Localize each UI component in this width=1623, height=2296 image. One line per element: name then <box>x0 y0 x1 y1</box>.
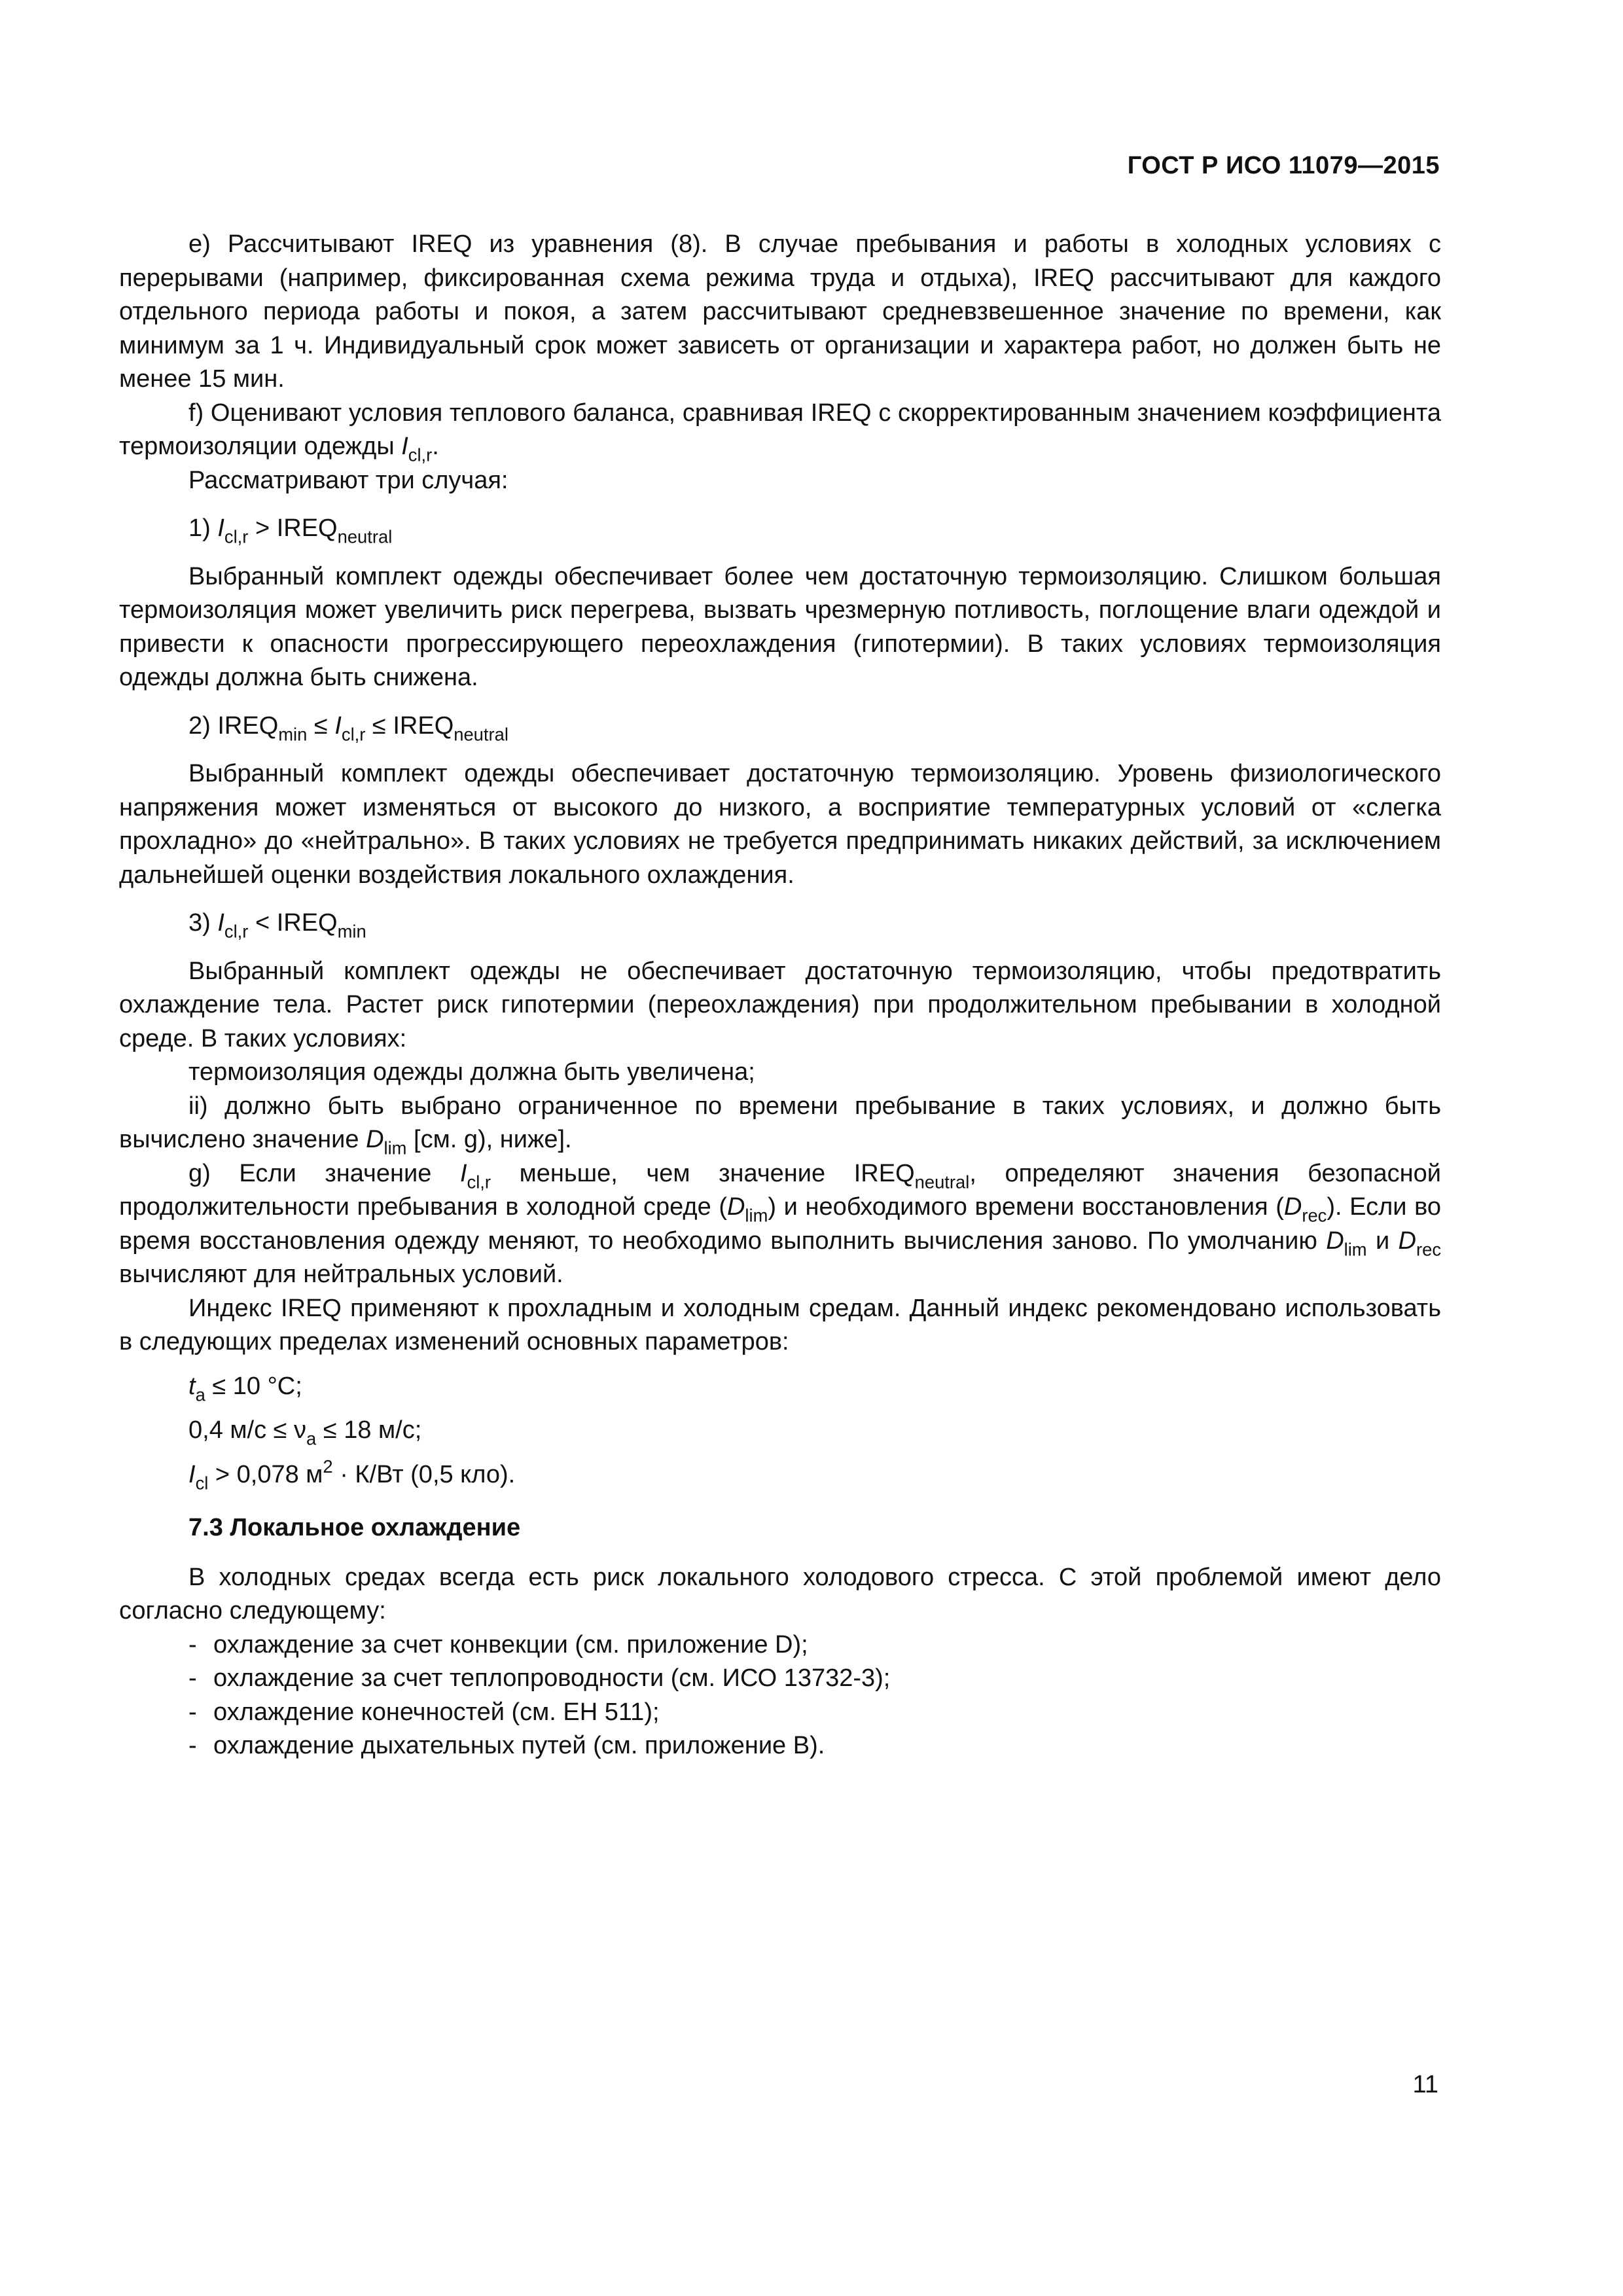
limit-icl <box>188 1458 1441 1492</box>
subscript-rec: rec <box>1416 1238 1442 1259</box>
paragraph-g <box>119 1157 1441 1292</box>
paragraph-case-2: Выбранный комплект одежды обеспечивает достаточную термоизоляцию. Уровень физиологического напряжения может изменяться от высокого до низкого, а восприятие температурных условий от «слегка прохладно» до «нейтрально». В таких условиях не требуется предпринимать никаких действий, за исключением дальнейшей оценки воздействия локального охлаждения. <box>119 760 1441 889</box>
list-item: - охлаждение за счет теплопроводности (см. ИСО 13732-3); <box>188 1662 1441 1696</box>
subscript-rec: rec <box>1302 1205 1327 1226</box>
paragraph-three-cases: Рассматривают три случая: <box>188 466 508 494</box>
symbol-D: D <box>366 1126 384 1153</box>
paragraph-index: Индекс IREQ применяют к прохладным и холодным средам. Данный индекс рекомендовано использовать в следующих пределах изменений основных параметров: <box>119 1294 1441 1355</box>
subscript-cl-r: cl,r <box>341 723 366 744</box>
formula-case-2-num: 2) IREQ <box>188 711 279 740</box>
formula-case-3-op: < IREQ <box>248 909 338 937</box>
subscript-a: a <box>195 1384 205 1405</box>
subscript-min: min <box>278 723 308 744</box>
g-text-b: меньше, чем значение IREQ <box>491 1159 915 1187</box>
local-cooling-list <box>119 1628 1441 1763</box>
formula-case-3 <box>188 906 1441 941</box>
symbol-D: D <box>1326 1227 1344 1255</box>
list-item: - охлаждение дыхательных путей (см. приложение В). <box>188 1729 1441 1763</box>
list-item: - охлаждение за счет конвекции (см. приложение D); <box>188 1628 1441 1662</box>
subscript-cl: cl <box>195 1472 209 1493</box>
limit-va-text-b: ≤ 18 м/с; <box>316 1416 422 1444</box>
document-header: ГОСТ Р ИСО 11079—2015 <box>1127 152 1440 179</box>
case-3-ii-text-a: ii) должно быть выбрано ограниченное по времени пребывание в таких условиях, и должно быть вычислено значение <box>119 1092 1441 1153</box>
subscript-lim: lim <box>383 1138 407 1158</box>
formula-case-2-op1: ≤ <box>307 711 335 740</box>
g-text-d: ) и необходимого времени восстановления ( <box>768 1193 1284 1221</box>
symbol-I: I <box>459 1159 467 1187</box>
g-text-c: , определяют значения безопасной продолжительности пребывания в холодной среде ( <box>119 1159 1441 1221</box>
paragraph-case-3-i: термоизоляция одежды должна быть увеличена; <box>188 1058 755 1086</box>
subscript-neutral: neutral <box>914 1171 970 1192</box>
case-3-ii-text-b: [см. g), ниже]. <box>406 1126 572 1153</box>
symbol-I: I <box>188 1460 196 1488</box>
symbol-I: I <box>217 514 224 542</box>
subscript-cl-r: cl,r <box>467 1171 491 1192</box>
paragraph-f <box>119 397 1441 464</box>
section-heading: 7.3 Локальное охлаждение <box>188 1514 521 1541</box>
subscript-cl-r: cl,r <box>408 444 433 465</box>
limit-icl-text-b: · К/Вт (0,5 кло). <box>332 1460 516 1488</box>
subscript-cl-r: cl,r <box>224 526 249 547</box>
formula-case-2 <box>188 709 1441 744</box>
subscript-lim: lim <box>745 1205 768 1226</box>
symbol-I: I <box>217 909 224 937</box>
g-text-f: и <box>1366 1227 1399 1255</box>
formula-case-3-num: 3) <box>188 909 218 937</box>
period: . <box>432 433 439 460</box>
paragraph-case-3: Выбранный комплект одежды не обеспечивает достаточную термоизоляцию, чтобы предотвратить охлаждение тела. Растет риск гипотермии (переохлаждения) при продолжительном пребывании в холодной среде. В таких условиях: <box>119 957 1441 1052</box>
formula-case-1-op: > IREQ <box>248 514 338 542</box>
symbol-I: I <box>334 711 342 740</box>
symbol-D: D <box>1398 1227 1416 1255</box>
superscript-2: 2 <box>323 1456 333 1477</box>
limit-ta <box>188 1370 1441 1404</box>
subscript-neutral: neutral <box>454 723 508 744</box>
g-text-g: вычисляют для нейтральных условий. <box>119 1261 563 1288</box>
paragraph-case-3-ii <box>119 1090 1441 1157</box>
formula-case-1-num: 1) <box>188 514 218 542</box>
subscript-neutral: neutral <box>337 526 393 547</box>
paragraph-e: е) Рассчитывают IREQ из уравнения (8). В случае пребывания и работы в холодных условиях с перерывами (например, фиксированная схема режима труда и отдыха), IREQ рассчитывают для каждого отдельного периода работы и покоя, а затем рассчитывают средневзвешенное значение по времени, как минимум за 1 ч. Индивидуальный срок может зависеть от организации и характера работ, но должен быть не менее 15 мин. <box>119 230 1441 393</box>
limit-ta-text: ≤ 10 °C; <box>205 1372 302 1400</box>
document-body <box>119 228 1441 1763</box>
subscript-a: a <box>306 1428 317 1449</box>
subscript-lim: lim <box>1344 1238 1367 1259</box>
symbol-t: t <box>188 1372 196 1400</box>
limit-icl-text-a: > 0,078 м <box>208 1460 323 1488</box>
symbol-D: D <box>726 1193 745 1221</box>
subscript-cl-r: cl,r <box>224 921 249 942</box>
limit-va-text-a: 0,4 м/с ≤ <box>188 1416 294 1444</box>
formula-case-2-op2: ≤ IREQ <box>365 711 454 740</box>
formula-case-1 <box>188 512 1441 546</box>
limit-va <box>188 1414 1441 1448</box>
symbol-D: D <box>1283 1193 1302 1221</box>
paragraph-f-text: f) Оценивают условия теплового баланса, сравнивая IREQ с скорректированным значением коэффициента термоизоляции одежды <box>119 399 1441 460</box>
symbol-v: ν <box>294 1416 307 1444</box>
paragraph-local-intro: В холодных средах всегда есть риск локального холодового стресса. С этой проблемой имеют дело согласно следующему: <box>119 1563 1441 1624</box>
paragraph-case-1: Выбранный комплект одежды обеспечивает более чем достаточную термоизоляцию. Слишком большая термоизоляция может увеличить риск перегрева, вызвать чрезмерную потливость, поглощение влаги одеждой и привести к опасности прогрессирующего переохлаждения (гипотермии). В таких условиях термоизоляция одежды должна быть снижена. <box>119 562 1441 691</box>
list-item: - охлаждение конечностей (см. ЕН 511); <box>188 1696 1441 1730</box>
page-number: 11 <box>1412 2071 1438 2098</box>
symbol-I: I <box>401 433 408 460</box>
subscript-min: min <box>337 921 366 942</box>
g-text-a: g) Если значение <box>188 1159 460 1187</box>
g-text-e: ). Если во время восстановления одежду меняют, то необходимо выполнить вычисления заново. По умолчанию <box>119 1193 1441 1255</box>
